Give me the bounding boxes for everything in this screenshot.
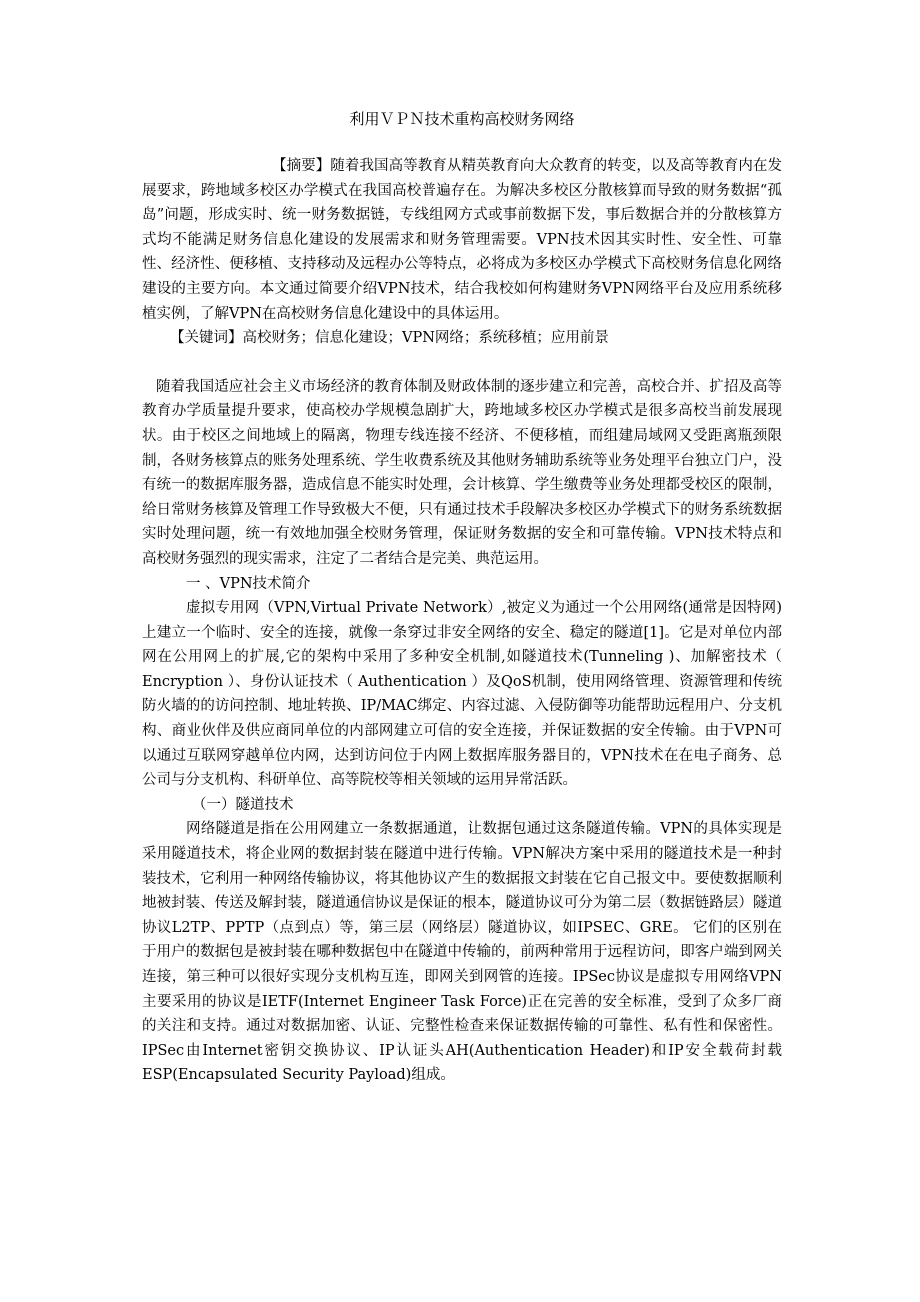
document-page [142,108,782,1088]
tunnel-technology-paragraph: 网络隧道是指在公用网建立一条数据通道，让数据包通过这条隧道传输。VPN的具体实现是采用隧道技术，将企业网的数据封装在隧道中进行传输。VPN解决方案中采用的隧道技术是一种封装技术，它利用一种网络传输协议，将其他协议产生的数据报文封装在它自己报文中。要使数据顺利地被封装、传送及解封装，隧道通信协议是保证的根本，隧道协议可分为第二层（数据链路层）隧道协议L2TP、PPTP（点到点）等，第三层（网络层）隧道协议，如IPSEC、GRE。 它们的区别在于用户的数据包是被封装在哪种数据包中在隧道中传输的，前两种常用于远程访问，即客户端到网关连接，第三种可以很好实现分支机构互连，即网关到网管的连接。IPSec协议是虚拟专用网络VPN主要采用的协议是IETF(Internet Engineer Task Force)正在完善的安全标准，受到了众多厂商的关注和支持。通过对数据加密、认证、完整性检查来保证数据传输的可靠性、私有性和保密性。IPSec由Internet密钥交换协议、IP认证头AH(Authentication Header)和IP安全载荷封载ESP(Encapsulated Security Payload)组成。 [142,821,782,1084]
keywords-line: 【关键词】高校财务；信息化建设；VPN网络；系统移植；应用前景 [170,330,609,347]
intro-paragraph: 随着我国适应社会主义市场经济的教育体制及财政体制的逐步建立和完善，高校合并、扩招及高等教育办学质量提升要求，使高校办学规模急剧扩大，跨地域多校区办学模式是很多高校当前发展现状。由于校区之间地域上的隔离，物理专线连接不经济、不便移植，而组建局域网又受距离瓶颈限制，各财务核算点的账务处理系统、学生收费系统及其他财务辅助系统等业务处理平台独立门户，没有统一的数据库服务器，造成信息不能实时处理，会计核算、学生缴费等业务处理都受校区的限制，给日常财务核算及管理工作导致极大不便，只有通过技术手段解决多校区办学模式下的财务系统数据实时处理问题，统一有效地加强全校财务管理，保证财务数据的安全和可靠传输。VPN技术特点和高校财务强烈的现实需求，注定了二者结合是完美、典范运用。 [142,378,782,567]
section-heading-vpn-intro: 一 、VPN技术简介 [186,575,311,592]
paragraph-spacer [142,351,782,375]
subsection-heading-tunnel: （一）隧道技术 [192,796,294,813]
abstract-paragraph: 【摘要】随着我国高等教育从精英教育向大众教育的转变，以及高等教育内在发展要求，跨地域多校区办学模式在我国高校普遍存在。为解决多校区分散核算而导致的财务数据“孤岛”问题，形成实时、统一财务数据链，专线组网方式或事前数据下发，事后数据合并的分散核算方式均不能满足财务信息化建设的发展需求和财务管理需要。VPN技术因其实时性、安全性、可靠性、经济性、便移植、支持移动及远程办公等特点，必将成为多校区办学模式下高校财务信息化网络建设的主要方向。本文通过简要介绍VPN技术，结合我校如何构建财务VPN网络平台及应用系统移植实例，了解VPN在高校财务信息化建设中的具体运用。 [142,158,782,322]
document-title: 利用ＶＰＮ技术重构高校财务网络 [349,110,575,128]
vpn-definition-paragraph: 虚拟专用网（VPN,Virtual Private Network）,被定义为通过一个公用网络(通常是因特网)上建立一个临时、安全的连接，就像一条穿过非安全网络的安全、稳定的隧道[1]。它是对单位内部网在公用网上的扩展,它的架构中采用了多种安全机制,如隧道技术(Tunneling )、加解密技术（ Encryption ）、身份认证技术（ Authentication ）及QoS机制，使用网络管理、资源管理和传统防火墙的的访问控制、地址转换、IP/MAC绑定、内容过滤、入侵防御等功能帮助远程用户、分支机构、商业伙伴及供应商同单位的内部网建立可信的安全连接，并保证数据的安全传输。由于VPN可以通过互联网穿越单位内网，达到访问位于内网上数据库服务器目的，VPN技术在在电子商务、总公司与分支机构、科研单位、高等院校等相关领域的运用异常活跃。 [142,600,782,789]
